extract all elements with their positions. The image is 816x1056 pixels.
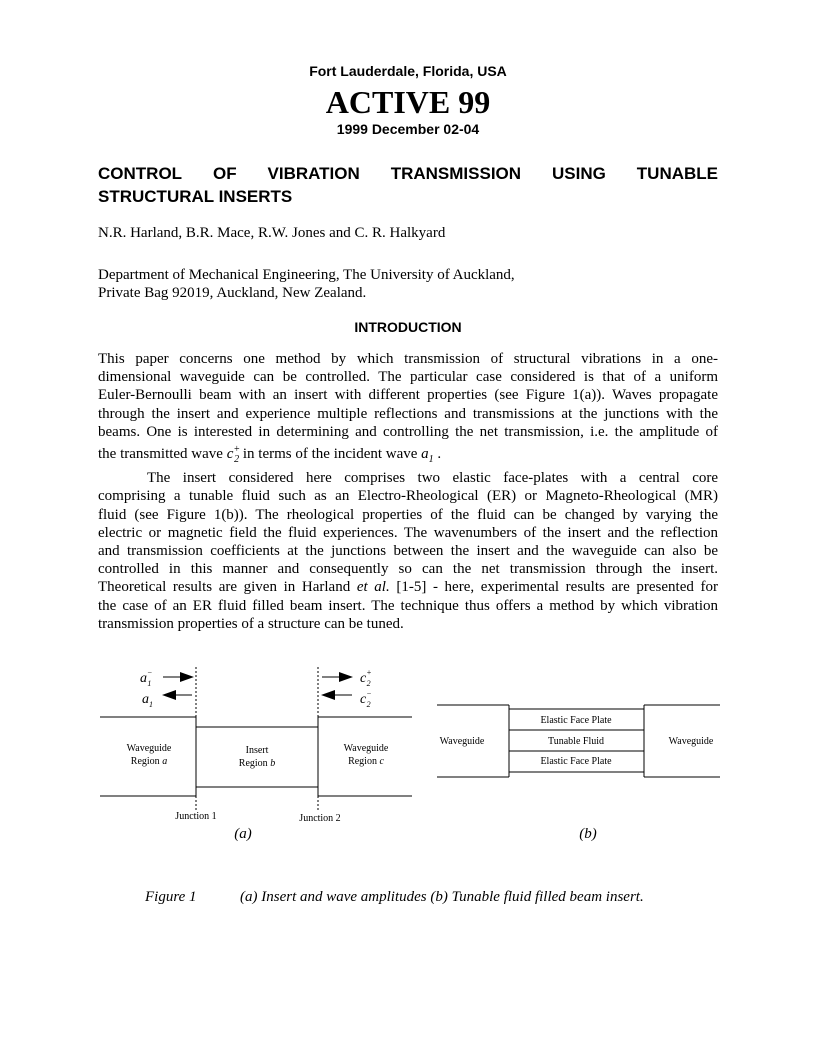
layer-bot-label: Elastic Face Plate [540, 756, 612, 767]
text-line: The insert considered here comprises two elastic face-plates with a central core [147, 470, 718, 487]
text-line: fluid (see Figure 1(b)). The rheological properties of the fluid can be changed by varying the [98, 506, 718, 523]
waveguide-right-label: Waveguide [668, 736, 714, 747]
title-word: TRANSMISSION [390, 164, 522, 183]
text-line: This paper concerns one method by which transmission of structural vibrations in a one- [98, 351, 718, 367]
text-line: electric or magnetic field the fluid experiences. The wavenumbers of the insert and the reflection [98, 524, 718, 541]
junction-1-label: Junction 1 [175, 811, 217, 822]
conference-location: Fort Lauderdale, Florida, USA [309, 63, 507, 79]
layer-mid-label: Tunable Fluid [547, 736, 605, 747]
title-line-1 [98, 162, 718, 185]
region-a-name: Waveguide [126, 743, 172, 754]
region-b-name: Insert [245, 745, 269, 756]
caption-label: Figure 1 [145, 889, 197, 905]
arrow-head [321, 690, 335, 700]
junction-2-label: Junction 2 [299, 813, 341, 824]
conference-dates: 1999 December 02-04 [336, 121, 480, 137]
body-text [98, 350, 718, 633]
text-line: controlled in this manner and consequently so can the net transmission through the insert. [98, 561, 718, 578]
math-sub: 2 [234, 454, 240, 466]
text-run: . [433, 446, 442, 463]
text-line: dimensional waveguide can be controlled. The particular case considered is that of a uniform [98, 369, 718, 386]
panel-a-label: (a) [234, 826, 252, 842]
text-line: transmission properties of a structure can be tuned. [98, 615, 404, 632]
text-line: the case of an ER fluid filled beam insert. The technique thus offers a method by which vibration [98, 597, 718, 614]
section-heading: INTRODUCTION [354, 319, 462, 335]
region-b-label: Region b [238, 758, 276, 769]
affiliation [98, 266, 515, 302]
title-word: TUNABLE [636, 164, 718, 183]
text-run: the transmitted wave [98, 446, 227, 463]
waveguide-left-label: Waveguide [439, 736, 485, 747]
region-a-label: Region a [130, 756, 168, 767]
figure-caption [145, 889, 644, 906]
label-c2-minus: c− 2 [360, 689, 372, 709]
arrow-head [180, 672, 194, 682]
label-c2-plus: c+ 2 [360, 668, 372, 688]
text-line [98, 578, 718, 596]
affiliation-line: Department of Mechanical Engineering, The University of Auckland, [98, 267, 515, 283]
paper-title [98, 162, 718, 208]
text-run: Theoretical results are given in Harland [98, 579, 357, 596]
region-c-name: Waveguide [343, 743, 389, 754]
text-line: and transmission coefficients at the junctions between the insert and the waveguide can also be [98, 543, 718, 560]
text-line: beams. One is interested in determining and controlling the net transmission, i.e. the amplitude of [98, 423, 718, 440]
math-a1 [421, 446, 434, 466]
title-word: USING [552, 164, 606, 183]
arrow-head [339, 672, 353, 682]
text-line [98, 441, 718, 469]
authors: N.R. Harland, B.R. Mace, R.W. Jones and C. R. Halkyard [98, 225, 446, 241]
conference-name: ACTIVE 99 [325, 84, 491, 120]
label-a1-minus: $a_1$ [142, 692, 153, 709]
math-sup: + [233, 444, 241, 456]
layer-top-label: Elastic Face Plate [540, 715, 612, 726]
text-line: comprising a tunable fluid such as an Electro-Rheological (ER) or Magneto-Rheological (MR) [98, 488, 718, 505]
arrow-head [162, 690, 176, 700]
insert-outline [196, 727, 318, 787]
math-c2 [226, 444, 241, 466]
math-var: c [226, 446, 234, 463]
affiliation-line: Private Bag 92019, Auckland, New Zealand. [98, 285, 367, 301]
text-run: [1-5] - here, experimental results are presented for [389, 579, 718, 596]
title-word: OF [212, 164, 237, 183]
math-sub: 1 [428, 454, 434, 466]
title-word: VIBRATION [267, 164, 360, 183]
region-c-label: Region c [348, 756, 384, 767]
figure-1a [0, 655, 440, 855]
title-word: CONTROL [98, 164, 183, 183]
math-var: a [421, 446, 429, 463]
text-run: in terms of the incident wave [239, 446, 422, 463]
label-a1-plus: a− 1 [140, 668, 153, 688]
figure-1b [430, 655, 730, 855]
text-line: through the insert and experience multiple reflections and transmissions at the junctions with the [98, 405, 718, 422]
text-line: Euler-Bernoulli beam with an insert with different properties (see Figure 1(a)). Waves propagate [98, 387, 718, 404]
caption-text: (a) Insert and wave amplitudes (b) Tunable fluid filled beam insert. [240, 889, 644, 905]
panel-b-label: (b) [579, 826, 597, 842]
title-line-2: STRUCTURAL INSERTS [98, 187, 293, 206]
text-run: et al. [356, 579, 390, 596]
